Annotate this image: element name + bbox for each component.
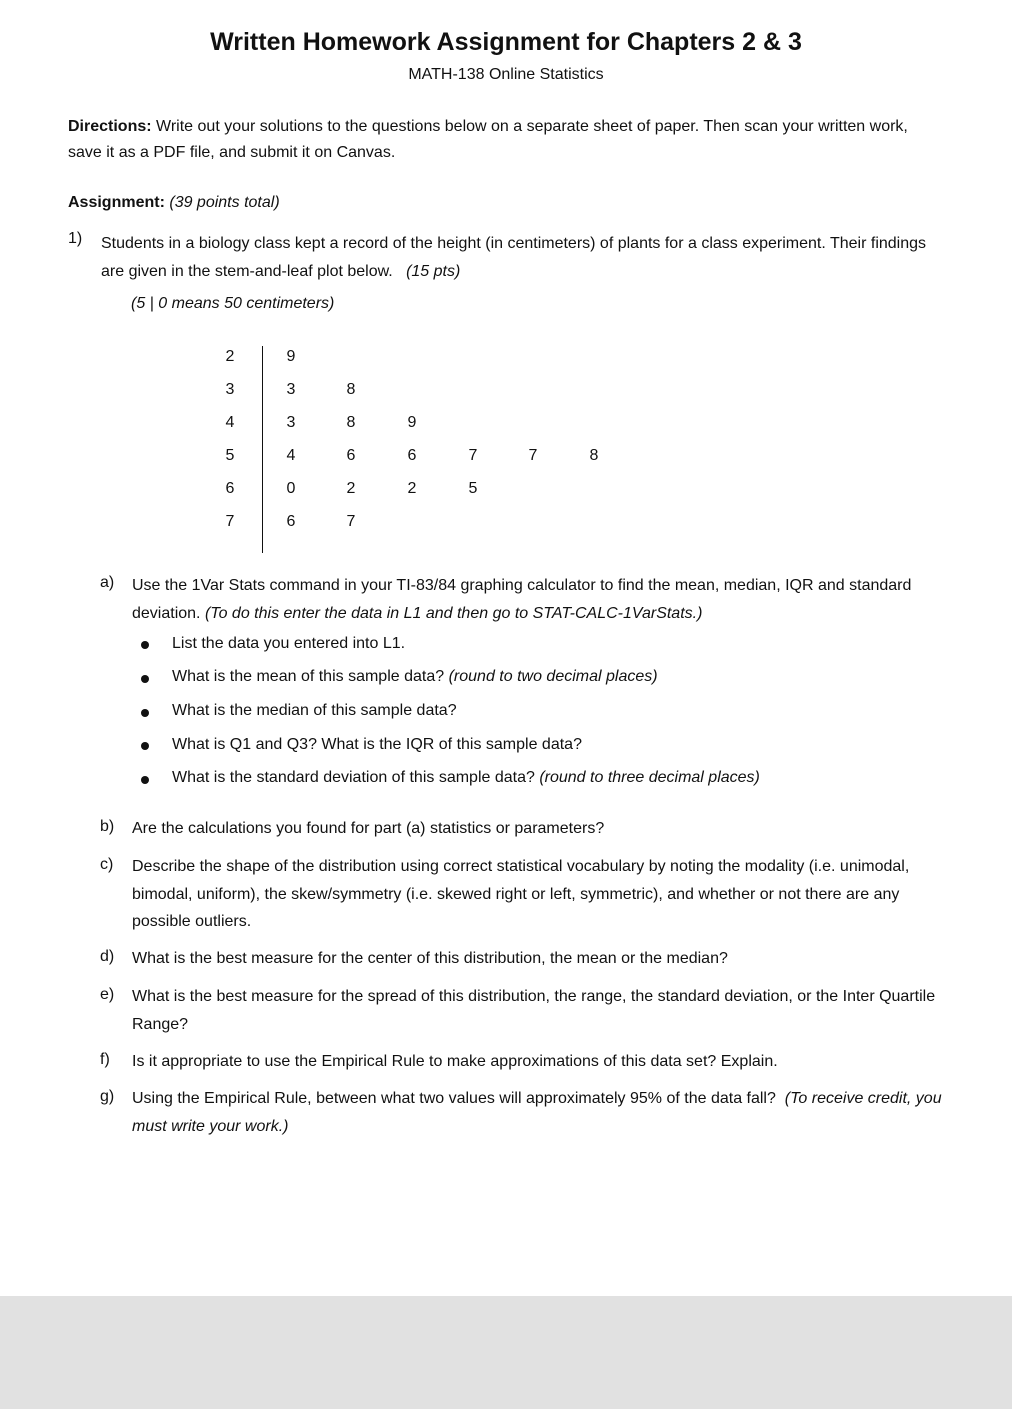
leaf-value: 2 xyxy=(346,480,356,497)
leaf-value: 6 xyxy=(346,447,356,464)
leaf-value: 5 xyxy=(468,480,478,497)
viewer-background xyxy=(0,1296,1012,1409)
question-1-points: (15 pts) xyxy=(406,263,461,280)
leaf-value: 9 xyxy=(407,414,417,431)
part-c-text: Describe the shape of the distribution using correct statistical vocabulary by noting the modality (i.e. unimodal, bimodal, uniform), the skew/symmetry (i.e. skewed right or left, symmetric), and whether or not there are any possible outliers. xyxy=(132,858,910,930)
bullet-item xyxy=(172,635,405,653)
part-e-text: What is the best measure for the spread of this distribution, the range, the standard deviation, or the Inter Quartile Range? xyxy=(132,988,936,1033)
leaf-value: 8 xyxy=(346,414,356,431)
question-1-number: 1) xyxy=(68,230,83,247)
bullet-note: (round to two decimal places) xyxy=(448,668,658,685)
stem-value: 6 xyxy=(225,480,235,497)
stem-value: 3 xyxy=(225,381,235,398)
bullet-text: What is the standard deviation of this sample data? xyxy=(172,769,535,786)
part-c-letter: c) xyxy=(100,856,114,873)
part-g-letter: g) xyxy=(100,1088,115,1105)
part-d-text: What is the best measure for the center of this distribution, the mean or the median? xyxy=(132,950,728,967)
assignment-points: (39 points total) xyxy=(169,194,280,211)
bullet-item xyxy=(172,769,760,787)
part-a-letter: a) xyxy=(100,574,115,591)
leaf-value: 3 xyxy=(286,414,296,431)
bullet-text: List the data you entered into L1. xyxy=(172,635,406,652)
leaf-value: 4 xyxy=(286,447,296,464)
stem-value: 7 xyxy=(225,513,235,530)
part-a-body: Use the 1Var Stats command in your TI-83/84 graphing calculator to find the mean, median, IQR and standard deviation. xyxy=(132,577,912,622)
leaf-value: 6 xyxy=(407,447,417,464)
directions-label: Directions: xyxy=(68,118,152,135)
leaf-value: 3 xyxy=(286,381,296,398)
question-1-text xyxy=(101,230,951,286)
part-g-note: (To receive credit, you must write your work.) xyxy=(132,1090,942,1135)
leaf-value: 0 xyxy=(286,480,296,497)
part-b-letter: b) xyxy=(100,818,115,835)
part-g-body: Using the Empirical Rule, between what two values will approximately 95% of the data fall? xyxy=(132,1090,776,1107)
leaf-value: 7 xyxy=(528,447,538,464)
stem-value: 5 xyxy=(225,447,235,464)
bullet-dot xyxy=(141,709,149,717)
part-g-text xyxy=(132,1085,942,1140)
bullet-note: (round to three decimal places) xyxy=(539,769,760,786)
bullet-dot xyxy=(141,776,149,784)
leaf-value: 8 xyxy=(589,447,599,464)
question-1-body: Students in a biology class kept a record of the height (in centimeters) of plants for a class experiment. Their findings are given in the stem-and-leaf plot below. xyxy=(101,235,927,280)
leaf-value: 8 xyxy=(346,381,356,398)
assignment-label: Assignment: xyxy=(68,194,165,211)
bullet-dot xyxy=(141,641,149,649)
stem-leaf-divider xyxy=(262,346,263,553)
stem-value: 4 xyxy=(225,414,235,431)
leaf-value: 7 xyxy=(468,447,478,464)
stem-value: 2 xyxy=(225,348,235,365)
bullet-item xyxy=(172,668,658,686)
part-b-text: Are the calculations you found for part (a) statistics or parameters? xyxy=(132,820,605,837)
part-f-letter: f) xyxy=(100,1051,110,1068)
leaf-value: 6 xyxy=(286,513,296,530)
part-e-letter: e) xyxy=(100,986,115,1003)
bullet-text: What is the median of this sample data? xyxy=(172,702,457,719)
leaf-value: 2 xyxy=(407,480,417,497)
leaf-value: 9 xyxy=(286,348,296,365)
bullet-item xyxy=(172,736,582,754)
assignment-heading xyxy=(68,190,928,216)
bullet-dot xyxy=(141,675,149,683)
page-subtitle: MATH-138 Online Statistics xyxy=(408,66,604,83)
directions-text: Write out your solutions to the questions below on a separate sheet of paper. Then scan your written work, save it as a PDF file, and submit it on Canvas. xyxy=(68,118,908,161)
bullet-text: What is Q1 and Q3? What is the IQR of this sample data? xyxy=(172,736,582,753)
part-a-note: (To do this enter the data in L1 and then go to STAT-CALC-1VarStats.) xyxy=(204,604,703,622)
part-d-letter: d) xyxy=(100,948,115,965)
bullet-text: What is the mean of this sample data? xyxy=(172,668,445,685)
page-title: Written Homework Assignment for Chapters 2 & 3 xyxy=(210,28,802,56)
bullet-dot xyxy=(141,742,149,750)
leaf-value: 7 xyxy=(346,513,356,530)
part-a-text xyxy=(132,572,942,627)
bullet-item xyxy=(172,702,457,720)
part-f-text: Is it appropriate to use the Empirical Rule to make approximations of this data set? Explain. xyxy=(132,1053,778,1070)
stem-leaf-key: (5 | 0 means 50 centimeters) xyxy=(131,295,335,312)
directions-paragraph xyxy=(68,114,928,166)
